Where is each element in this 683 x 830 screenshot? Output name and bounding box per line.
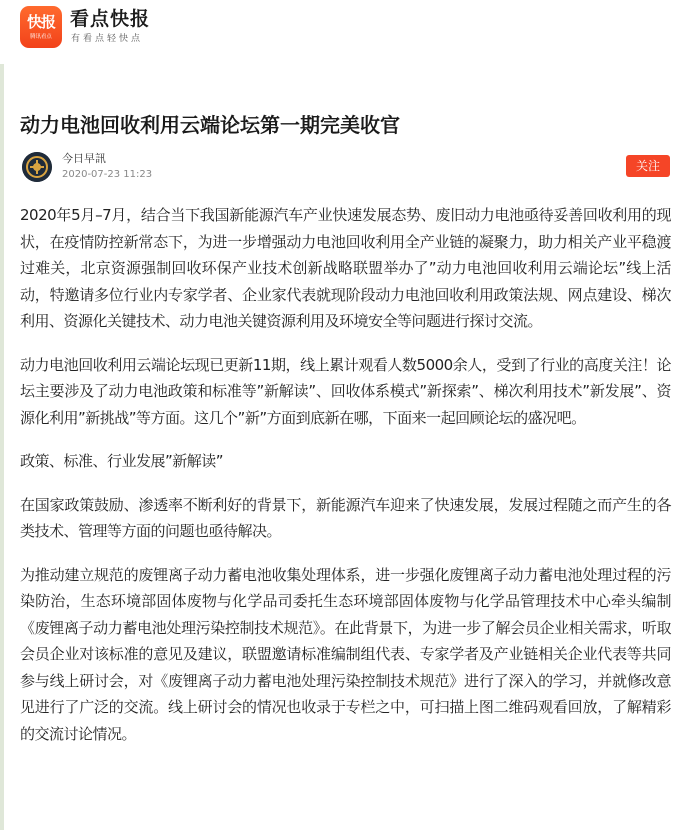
top-header [0, 0, 683, 64]
brand-slogan: 有看点轻快点 [71, 34, 144, 44]
article-title: 动力电池回收利用云端论坛第一期完美收官 [20, 113, 400, 137]
article-body [20, 202, 671, 764]
logo-text: 快报 [26, 13, 55, 31]
publish-time: 2020-07-23 11:23 [62, 169, 153, 180]
app-logo[interactable] [20, 6, 62, 48]
author-avatar-emblem-icon [22, 152, 52, 182]
article-paragraph: 在国家政策鼓励、渗透率不断利好的背景下，新能源汽车迎来了快速发展，发展过程随之而产生的各类技术、管理等方面的问题也亟待解决。 [20, 495, 671, 540]
article-paragraph: 2020年5月–7月，结合当下我国新能源汽车产业快速发展态势、废旧动力电池亟待妥善回收利用的现状，在疫情防控新常态下，为进一步增强动力电池回收利用全产业链的凝聚力，助力相关产业平稳渡过难关，北京资源强制回收环保产业技术创新战略联盟举办了”动力电池回收利用云端论坛”线上活动，特邀请多位行业内专家学者、企业家代表就现阶段动力电池回收利用政策法规、网点建设、梯次利用、资源化关键技术、动力电池关键资源利用及环境安全等问题进行探讨交流。 [20, 206, 671, 330]
article-section-heading: 政策、标准、行业发展”新解读” [20, 452, 224, 470]
author-avatar[interactable] [22, 152, 52, 182]
author-name[interactable]: 今日早訊 [62, 152, 106, 165]
left-edge-rail [0, 64, 4, 830]
follow-button[interactable]: 关注 [626, 155, 670, 177]
logo-subtext: 腾讯看点 [30, 33, 52, 40]
article-paragraph: 动力电池回收利用云端论坛现已更新11期，线上累计观看人数5000余人，受到了行业的高度关注！论坛主要涉及了动力电池政策和标准等”新解读”、回收体系模式”新探索”、梯次利用技术”新发展”、资源化利用”新挑战”等方面。这几个”新”方面到底新在哪，下面来一起回顾论坛的盛况吧。 [20, 355, 671, 427]
brand-name[interactable]: 看点快报 [70, 8, 151, 30]
article-paragraph: 为推动建立规范的废锂离子动力蓄电池收集处理体系，进一步强化废锂离子动力蓄电池处理过程的污染防治，生态环境部固体废物与化学品司委托生态环境部固体废物与化学品管理技术中心牵头编制《废锂离子动力蓄电池处理污染控制技术规范》。在此背景下，为进一步了解会员企业相关需求，听取会员企业对该标准的意见及建议，联盟邀请标准编制组代表、专家学者及产业链相关企业代表等共同参与线上研讨会，对《废锂离子动力蓄电池处理污染控制技术规范》进行了深入的学习，并就修改意见进行了广泛的交流。线上研讨会的情况也收录于专栏之中，可扫描上图二维码观看回放，了解精彩的交流讨论情况。 [20, 565, 671, 743]
